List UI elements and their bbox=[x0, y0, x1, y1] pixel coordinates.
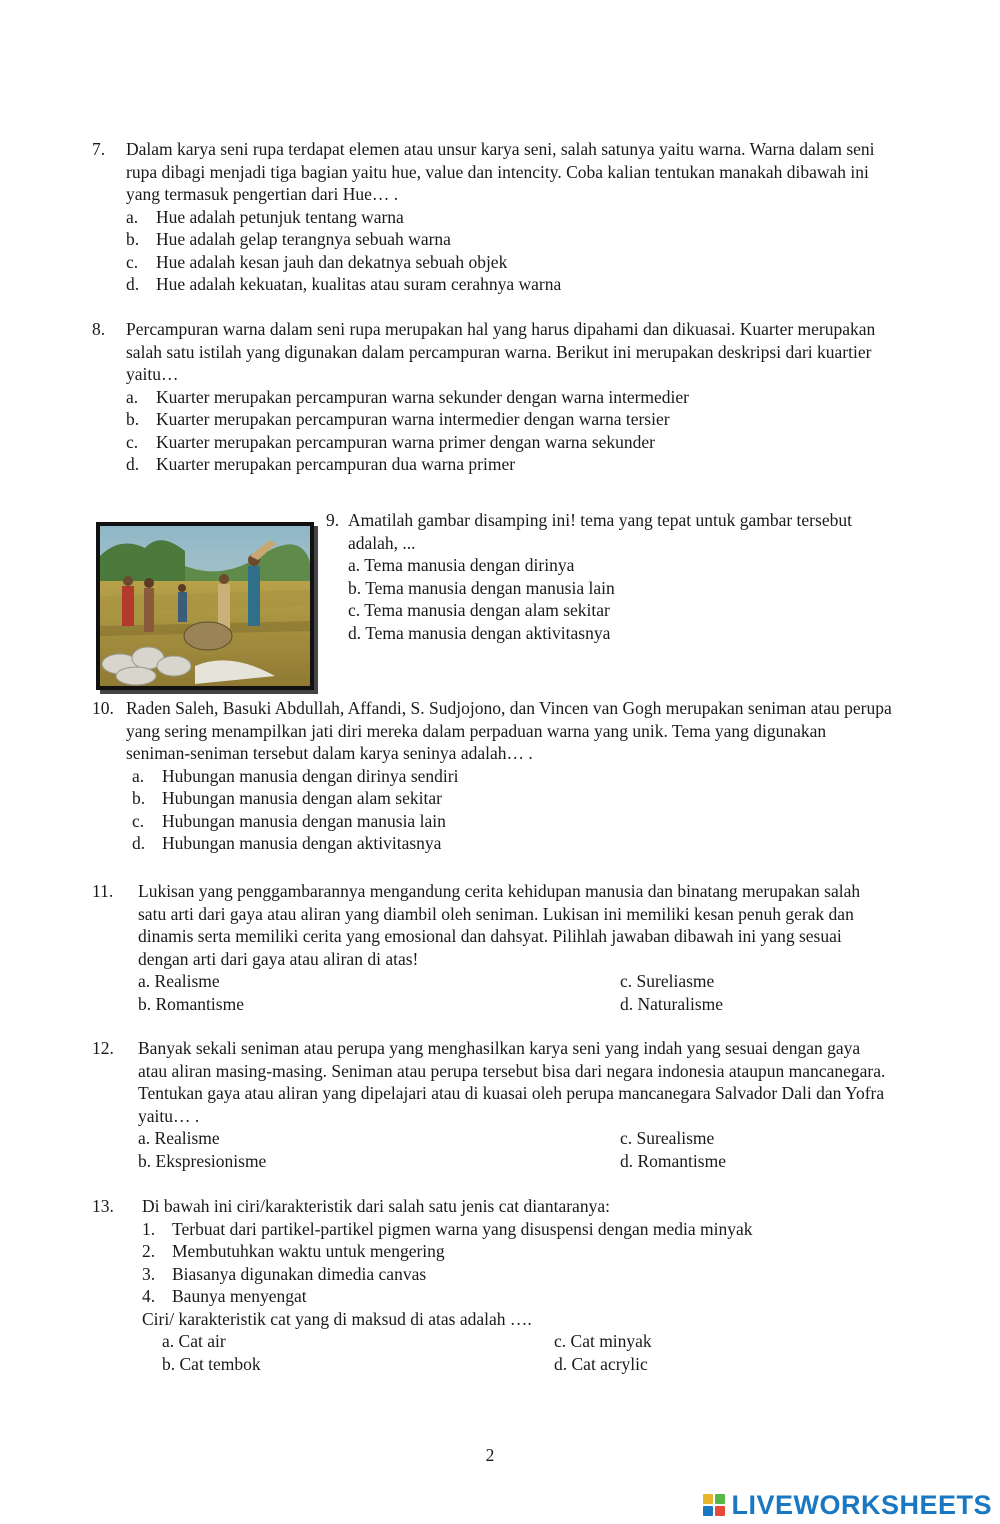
question-9 bbox=[326, 509, 866, 644]
question-13 bbox=[92, 1195, 892, 1375]
option-b[interactable]: b. Hue adalah gelap terangnya sebuah warna bbox=[126, 229, 451, 249]
question-number: 8. bbox=[92, 319, 106, 339]
option-d[interactable]: d. Tema manusia dengan aktivitasnya bbox=[348, 622, 611, 643]
option-list bbox=[132, 765, 892, 855]
option-c[interactable]: c. Cat minyak bbox=[554, 1331, 652, 1351]
option-grid bbox=[138, 970, 892, 1015]
question-8 bbox=[92, 318, 892, 476]
option-a[interactable]: a. Hubungan manusia dengan dirinya sendiri bbox=[132, 765, 459, 786]
option-c[interactable]: c. Sureliasme bbox=[620, 971, 715, 991]
option-c[interactable]: c. Tema manusia dengan alam sekitar bbox=[348, 600, 610, 620]
logo-blocks-icon bbox=[703, 1494, 725, 1516]
option-b[interactable]: b. Ekspresionisme bbox=[138, 1150, 267, 1171]
question-stem: Lukisan yang penggambarannya mengandung cerita kehidupan manusia dan binatang merupakan salah satu arti dari gaya atau aliran yang diambil oleh seniman. Lukisan ini memiliki kesan penuh gerak dan dinamis serta memiliki cerita yang emosional dan dahsyat. Pilihlah jawaban dibawah ini yang sesuai dengan arti dari gaya atau aliran di atas! bbox=[138, 881, 861, 969]
brand-logo bbox=[703, 1488, 992, 1522]
question-stem: Percampuran warna dalam seni rupa merupakan hal yang harus dipahami dan dikuasai. Kuarter merupakan salah satu istilah yang digunakan dalam percampuran warna. Berikut ini merupakan deskripsi dari kuartier yaitu… bbox=[126, 319, 876, 384]
option-c[interactable]: c. Hubungan manusia dengan manusia lain bbox=[132, 810, 446, 831]
list-item: 2. Membutuhkan waktu untuk mengering bbox=[142, 1241, 445, 1261]
option-a[interactable]: a. Realisme bbox=[138, 971, 220, 991]
question-11 bbox=[92, 880, 892, 1015]
option-c[interactable]: c. Hue adalah kesan jauh dan dekatnya sebuah objek bbox=[126, 251, 508, 272]
option-a[interactable]: a. Realisme bbox=[138, 1128, 220, 1148]
option-d[interactable]: d. Cat acrylic bbox=[554, 1353, 648, 1374]
option-c[interactable]: c. Kuarter merupakan percampuran warna primer dengan warna sekunder bbox=[126, 431, 655, 452]
list-item: 3. Biasanya digunakan dimedia canvas bbox=[142, 1263, 427, 1284]
question-number: 9. bbox=[326, 510, 340, 530]
question-stem: Dalam karya seni rupa terdapat elemen atau unsur karya seni, salah satunya yaitu warna. Warna dalam seni rupa dibagi menjadi tiga bagian yaitu hue, value dan intencity. Coba kalian tentukan manakah dibawah ini yang termasuk pengertian dari Hue… . bbox=[126, 139, 875, 204]
option-a[interactable]: a. Cat air bbox=[162, 1331, 226, 1351]
question-7 bbox=[92, 138, 892, 296]
option-list bbox=[126, 206, 892, 296]
option-b[interactable]: b. Hubungan manusia dengan alam sekitar bbox=[132, 788, 442, 808]
option-c[interactable]: c. Surealisme bbox=[620, 1128, 715, 1148]
option-a[interactable]: a. Tema manusia dengan dirinya bbox=[348, 555, 575, 575]
question-stem: Amatilah gambar disamping ini! tema yang tepat untuk gambar tersebut adalah, ... bbox=[348, 510, 852, 553]
option-b[interactable]: b. Kuarter merupakan percampuran warna intermedier dengan warna tersier bbox=[126, 409, 670, 429]
option-a[interactable]: a. Hue adalah petunjuk tentang warna bbox=[126, 206, 404, 227]
option-b[interactable]: b. Tema manusia dengan manusia lain bbox=[348, 577, 615, 598]
option-d[interactable]: d. Romantisme bbox=[620, 1150, 726, 1171]
option-b[interactable]: b. Cat tembok bbox=[162, 1353, 261, 1374]
option-grid bbox=[138, 1127, 892, 1172]
option-a[interactable]: a. Kuarter merupakan percampuran warna sekunder dengan warna intermedier bbox=[126, 386, 690, 407]
characteristic-list bbox=[142, 1218, 892, 1308]
brand-name: LIVEWORKSHEETS bbox=[731, 1489, 992, 1520]
option-list bbox=[126, 386, 892, 476]
page-number: 2 bbox=[485, 1445, 495, 1465]
painting-illustration bbox=[100, 526, 310, 686]
question-stem: Raden Saleh, Basuki Abdullah, Affandi, S. Sudjojono, dan Vincen van Gogh merupakan seniman atau perupa yang sering menampilkan jati diri mereka dalam perpaduan warna yang unik. Tema yang digunakan seniman-seniman tersebut dalam karya seninya adalah… . bbox=[126, 698, 892, 763]
question-number: 7. bbox=[92, 139, 106, 159]
option-d[interactable]: d. Naturalisme bbox=[620, 993, 724, 1014]
list-item: 4. Baunya menyengat bbox=[142, 1286, 307, 1306]
question-number: 12. bbox=[92, 1038, 114, 1058]
question-number: 11. bbox=[92, 881, 114, 901]
option-list bbox=[348, 554, 866, 644]
question-number: 13. bbox=[92, 1196, 114, 1216]
question-prompt: Ciri/ karakteristik cat yang di maksud di atas adalah …. bbox=[142, 1308, 532, 1329]
painting-image bbox=[96, 522, 314, 690]
list-item: 1. Terbuat dari partikel-partikel pigmen warna yang disuspensi dengan media minyak bbox=[142, 1218, 753, 1239]
option-d[interactable]: d. Kuarter merupakan percampuran dua warna primer bbox=[126, 454, 516, 474]
option-d[interactable]: d. Hubungan manusia dengan aktivitasnya bbox=[132, 833, 442, 853]
question-10 bbox=[92, 697, 892, 855]
option-b[interactable]: b. Romantisme bbox=[138, 993, 244, 1014]
option-d[interactable]: d. Hue adalah kekuatan, kualitas atau suram cerahnya warna bbox=[126, 274, 562, 294]
question-12 bbox=[92, 1037, 892, 1172]
question-number: 10. bbox=[92, 698, 114, 718]
question-stem: Banyak sekali seniman atau perupa yang menghasilkan karya seni yang indah yang sesuai dengan gaya atau aliran masing-masing. Seniman atau perupa tersebut bisa dari negara indonesia ataupun mancanegara. Tentukan gaya atau aliran yang dipelajari atau di kuasai oleh perupa mancanegara Salvador Dali dan Yofra yaitu… . bbox=[138, 1038, 886, 1126]
option-grid bbox=[162, 1330, 892, 1375]
question-stem: Di bawah ini ciri/karakteristik dari salah satu jenis cat diantaranya: bbox=[142, 1196, 610, 1216]
